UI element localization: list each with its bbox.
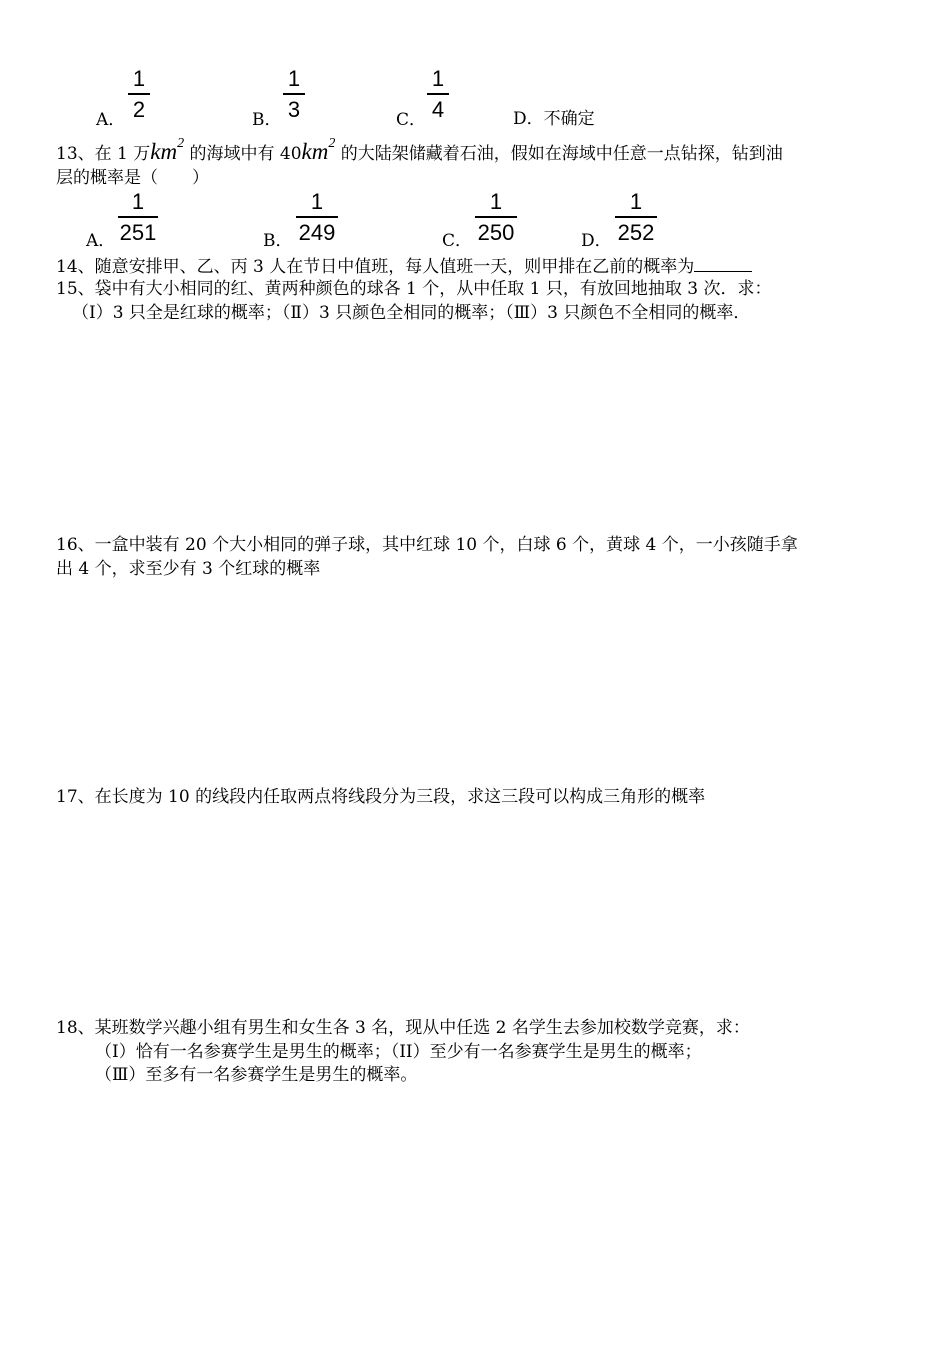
unit-base: km <box>301 139 329 164</box>
q13-text-part2: 的海域中有 40 <box>184 144 302 164</box>
q18-stem-line1: 18、某班数学兴趣小组有男生和女生各 3 名，现从中任选 2 名学生去参加校数学竞赛，求： <box>56 1018 750 1038</box>
fraction-denominator: 2 <box>132 96 146 122</box>
q12-option-c-fraction <box>427 68 449 121</box>
fraction-bar <box>427 93 449 95</box>
q13-option-c-label: C． <box>442 231 473 251</box>
q13-option-a-fraction <box>118 191 158 244</box>
q14-answer-blank[interactable] <box>694 256 752 272</box>
q12-option-d-label: D． <box>513 109 544 129</box>
q14-stem <box>56 256 752 276</box>
unit-exponent: 2 <box>177 136 185 151</box>
q13-unit-2 <box>301 136 336 164</box>
q12-option-d <box>513 111 595 128</box>
fraction-numerator: 1 <box>132 66 146 91</box>
q12-option-d-text: 不确定 <box>543 109 595 129</box>
unit-base: km <box>150 139 178 164</box>
q18-stem-line3: （Ⅲ）至多有一名参赛学生是男生的概率。 <box>95 1065 418 1085</box>
fraction-denominator: 251 <box>119 219 157 245</box>
fraction-bar <box>128 93 150 95</box>
q12-option-a-fraction <box>128 68 150 121</box>
fraction-numerator: 1 <box>310 189 324 214</box>
fraction-bar <box>475 216 517 218</box>
q13-option-d-label: D． <box>581 231 612 251</box>
fraction-bar <box>118 216 158 218</box>
fraction-numerator: 1 <box>431 66 445 91</box>
fraction-numerator: 1 <box>629 189 643 214</box>
q15-stem-line2: （Ⅰ）3 只全是红球的概率；（Ⅱ）3 只颜色全相同的概率；（Ⅲ）3 只颜色不全相同的概率． <box>72 303 751 323</box>
q13-text-part1: 13、在 1 万 <box>56 144 151 164</box>
q13-text-part3: 的大陆架储藏着石油，假如在海域中任意一点钻探，钻到油 <box>335 144 783 164</box>
fraction-numerator: 1 <box>131 189 145 214</box>
q13-option-a-label: A． <box>86 231 116 251</box>
fraction-denominator: 250 <box>477 219 515 245</box>
fraction-numerator: 1 <box>287 66 301 91</box>
fraction-denominator: 4 <box>431 96 445 122</box>
fraction-bar <box>615 216 657 218</box>
q18-stem-line2: （I）恰有一名参赛学生是男生的概率；（II）至少有一名参赛学生是男生的概率； <box>95 1042 702 1062</box>
q12-option-b-fraction <box>283 68 305 121</box>
unit-exponent: 2 <box>328 136 336 151</box>
q13-stem-line2: 层的概率是（ ） <box>56 168 209 188</box>
q16-stem-line2: 出 4 个，求至少有 3 个红球的概率 <box>56 559 321 579</box>
q17-stem: 17、在长度为 10 的线段内任取两点将线段分为三段，求这三段可以构成三角形的概率 <box>56 787 706 807</box>
q12-option-c-label: C． <box>396 110 427 130</box>
q13-unit-1 <box>150 136 185 164</box>
fraction-bar <box>296 216 338 218</box>
q13-stem-line1 <box>56 136 783 164</box>
fraction-denominator: 3 <box>287 96 301 122</box>
q15-stem-line1: 15、袋中有大小相同的红、黄两种颜色的球各 1 个，从中任取 1 只，有放回地抽取 3 次．求： <box>56 279 772 299</box>
q13-option-b-label: B． <box>263 231 293 251</box>
q13-option-b-fraction <box>296 191 338 244</box>
fraction-denominator: 252 <box>617 219 655 245</box>
q16-stem-line1: 16、一盒中装有 20 个大小相同的弹子球，其中红球 10 个，白球 6 个，黄球 4 个，一小孩随手拿 <box>56 535 798 555</box>
q12-option-a-label: A． <box>96 110 126 130</box>
q13-option-c-fraction <box>475 191 517 244</box>
fraction-numerator: 1 <box>489 189 503 214</box>
q14-text: 14、随意安排甲、乙、丙 3 人在节日中值班，每人值班一天，则甲排在乙前的概率为 <box>56 257 695 277</box>
q12-option-b-label: B． <box>252 110 282 130</box>
q13-option-d-fraction <box>615 191 657 244</box>
fraction-bar <box>283 93 305 95</box>
fraction-denominator: 249 <box>298 219 336 245</box>
